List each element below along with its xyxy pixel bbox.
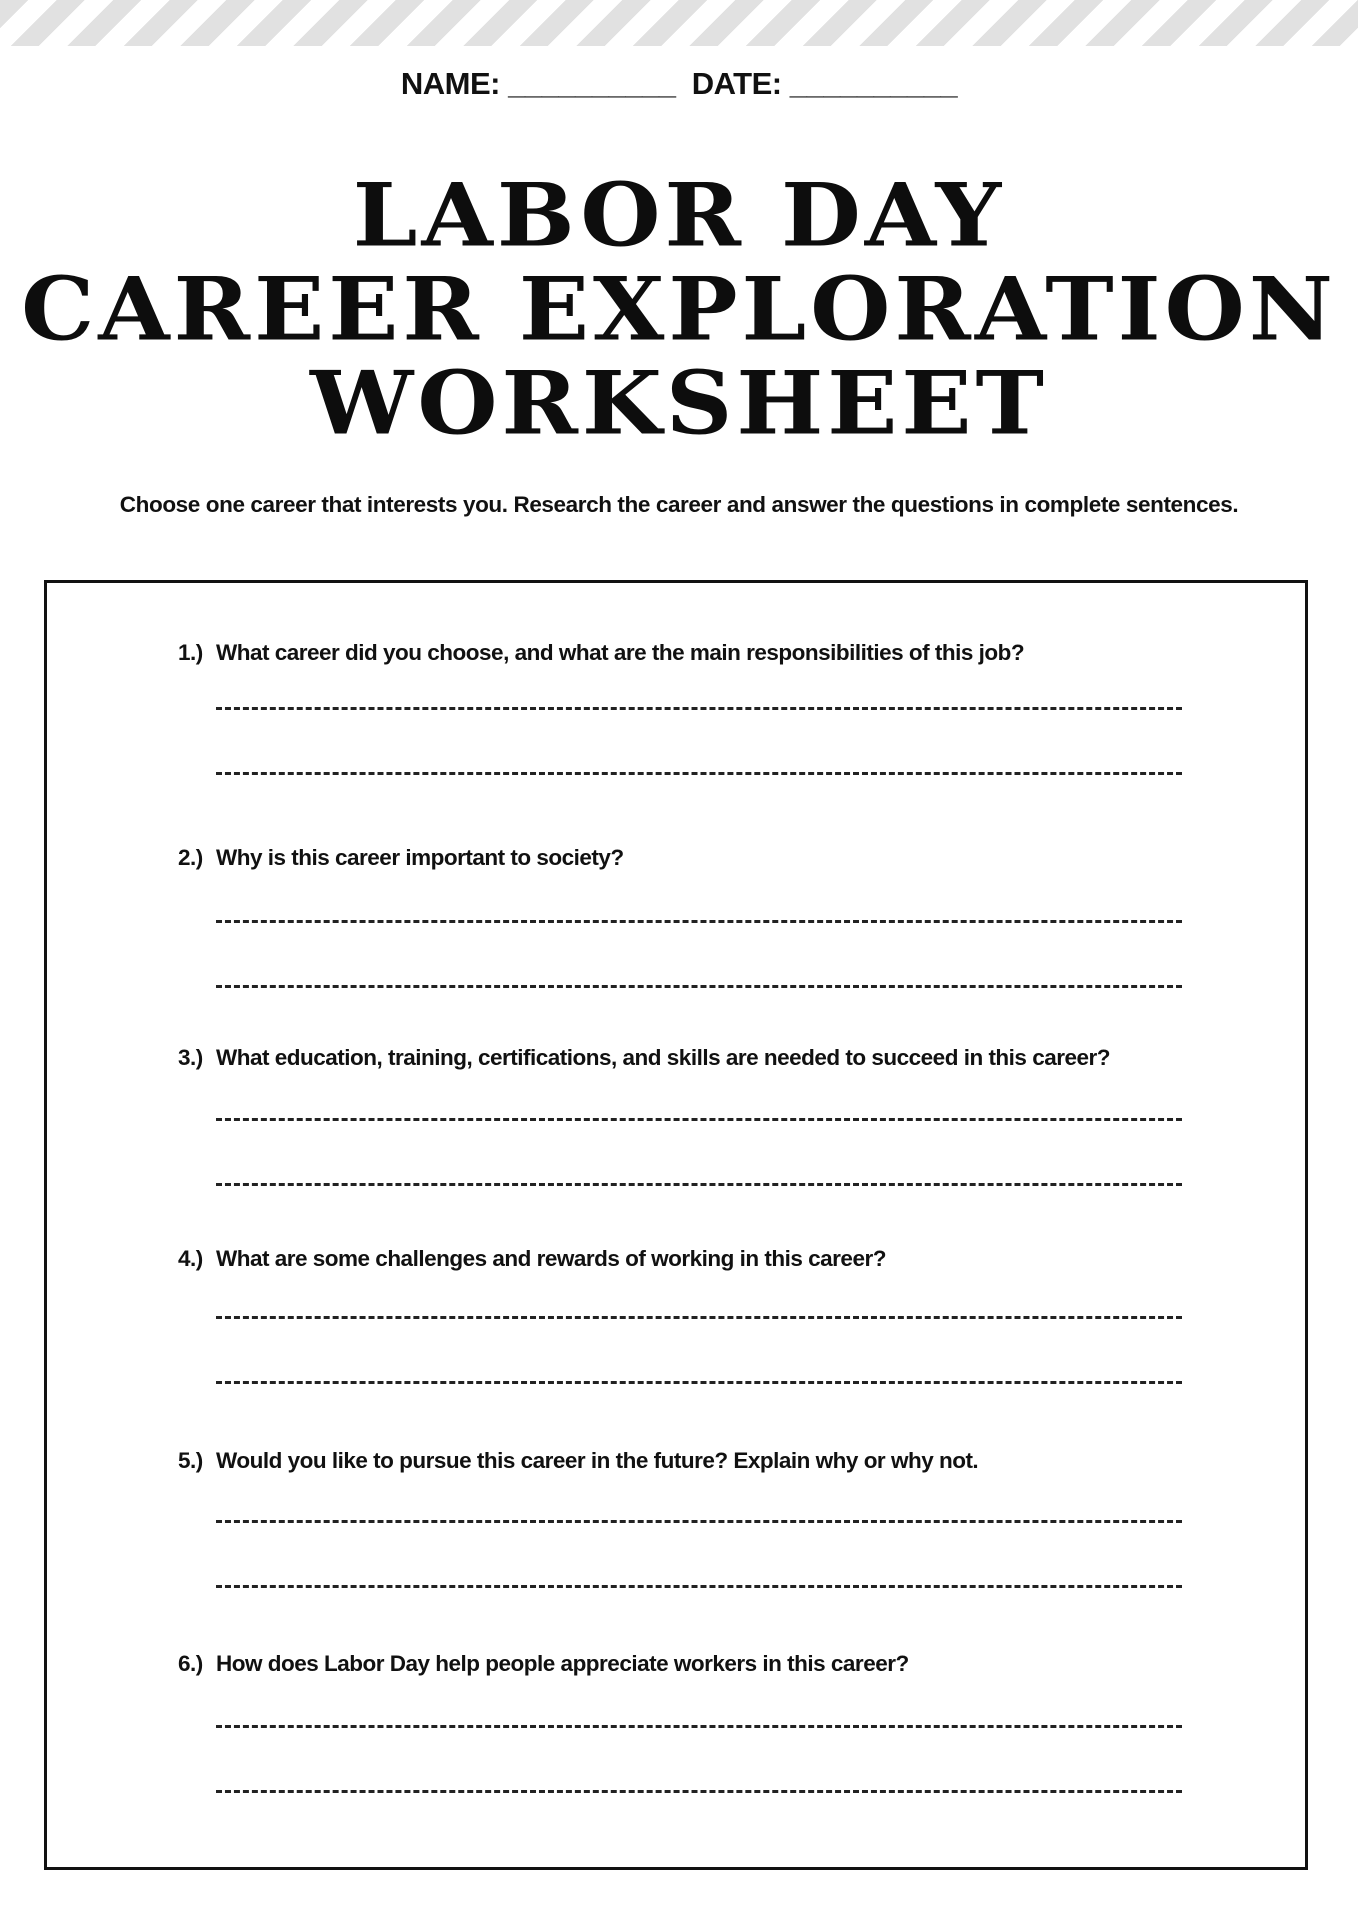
name-date-header: NAME: __________ DATE: __________ [400,66,958,101]
question-text [178,1044,1218,1072]
question-text [178,1447,1218,1475]
question-number: 3.) [178,1045,203,1070]
answer-line[interactable] [216,1790,1182,1793]
answer-line[interactable] [216,985,1182,988]
question-number: 6.) [178,1651,203,1676]
question-label: What are some challenges and rewards of working in this career? [216,1246,886,1271]
questions-box [44,580,1308,1870]
instructions-text: Choose one career that interests you. Research the career and answer the questions in complete sentences. [119,492,1239,517]
question-text [178,1245,1218,1273]
title-line-2: CAREER EXPLORATION [21,257,1337,361]
question-label: Would you like to pursue this career in the future? Explain why or why not. [216,1448,979,1473]
question-1 [178,639,1218,667]
title-line-1: LABOR DAY [352,163,1006,267]
question-6 [178,1650,1218,1678]
question-text [178,639,1218,667]
answer-line[interactable] [216,1118,1182,1121]
answer-line[interactable] [216,920,1182,923]
worksheet-title [0,163,1358,455]
question-number: 5.) [178,1448,203,1473]
answer-line[interactable] [216,772,1182,775]
question-number: 1.) [178,640,203,665]
answer-line[interactable] [216,1520,1182,1523]
question-number: 2.) [178,845,203,870]
question-text [178,844,1218,872]
question-2 [178,844,1218,872]
question-label: How does Labor Day help people appreciate workers in this career? [216,1651,909,1676]
question-5 [178,1447,1218,1475]
question-4 [178,1245,1218,1273]
question-text [178,1650,1218,1678]
answer-line[interactable] [216,1585,1182,1588]
question-number: 4.) [178,1246,203,1271]
answer-line[interactable] [216,1725,1182,1728]
answer-line[interactable] [216,1381,1182,1384]
decorative-stripe-band [0,0,1358,46]
question-3 [178,1044,1218,1072]
question-label: What career did you choose, and what are the main responsibilities of this job? [216,640,1025,665]
title-line-3: WORKSHEET [310,351,1048,455]
answer-line[interactable] [216,1183,1182,1186]
question-label: Why is this career important to society? [216,845,624,870]
answer-line[interactable] [216,707,1182,710]
question-label: What education, training, certifications, and skills are needed to succeed in this career? [216,1045,1111,1070]
answer-line[interactable] [216,1316,1182,1319]
